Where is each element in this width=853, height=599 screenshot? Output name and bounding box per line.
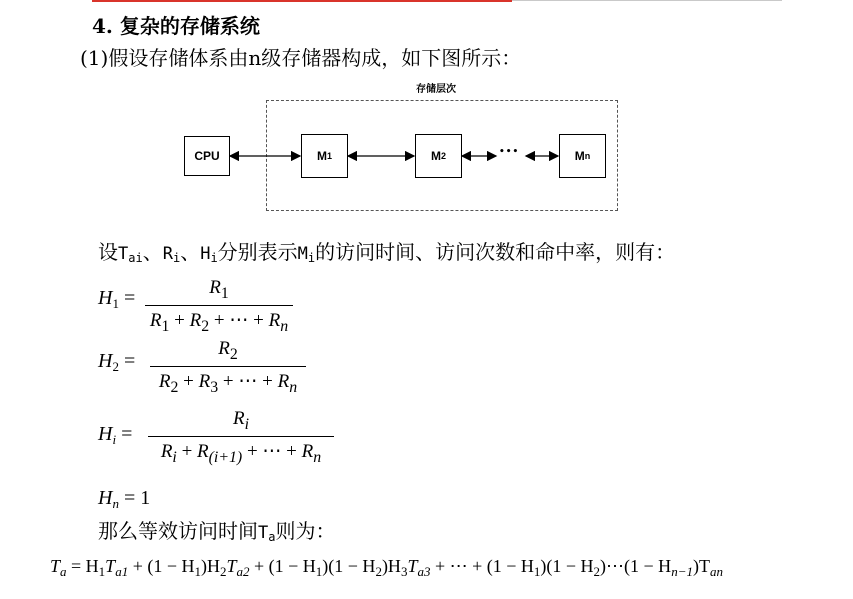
node-m2 — [415, 134, 462, 178]
formula-ta: $T_a = H_1T_{a1} + (1 - H_1)H_2T_{a2} + (1 - H_1)(1 - H_2)H_3T_{a3}$ + ⋯ + $(1 - H_1)(1$ − $H_2)\cdots(1 - H_{n-1})T_{an}$ — [50, 556, 723, 579]
intro-text: (1)假设存储体系由n级存储器构成，如下图所示： — [80, 46, 522, 70]
para2-text-2: 则为： — [275, 519, 336, 543]
para2-text-1: 那么等效访问时间 — [98, 519, 258, 543]
node-cpu — [184, 136, 230, 176]
para2-t-sub: a — [268, 530, 276, 544]
formula-hi-fraction: $\frac{R_i}{R_i + R_{(i+1)} + \cdots + R_n}$ — [148, 408, 334, 467]
node-mn-label: M — [574, 149, 585, 163]
para-m: M — [297, 244, 308, 264]
diagram-title: 存储层次 — [416, 84, 456, 95]
para-text-2: 、 — [142, 240, 163, 264]
node-mn — [559, 134, 606, 178]
formula-h1-lhs: $H_1$ = — [98, 287, 136, 311]
node-mn-sub: n — [584, 151, 591, 161]
para-h: H — [200, 244, 211, 264]
node-m1 — [301, 134, 348, 178]
diagram-ellipsis: ••• — [499, 147, 520, 157]
node-cpu-label: CPU — [194, 149, 220, 163]
formula-hi-lhs: $H_i$ = — [98, 423, 133, 447]
formula-hn: $H_n = 1$ — [98, 487, 151, 511]
node-m2-label: M — [430, 149, 441, 163]
para-text-1: 设 — [98, 240, 118, 264]
node-m1-label: M — [316, 149, 327, 163]
para-h-sub: i — [210, 251, 218, 265]
node-m1-sub: 1 — [326, 151, 332, 161]
para-r-sub: i — [172, 251, 181, 265]
formula-h2-lhs: $H_2$ = — [98, 350, 136, 374]
node-m2-sub: 2 — [440, 151, 446, 161]
para2-t: T — [258, 523, 269, 543]
section-heading: 4. 复杂的存储系统 — [92, 14, 260, 38]
para-text-5: 的访问时间、访问次数和命中率，则有： — [315, 240, 676, 264]
para-r: R — [162, 244, 173, 264]
formula-h2-fraction: $\frac{R_2}{R_2 + R_3 + \cdots + R_n}$ — [150, 338, 306, 397]
para-text-4: 分别表示 — [217, 240, 298, 264]
equivalent-time-paragraph — [98, 515, 335, 544]
para-m-sub: i — [307, 251, 316, 265]
para-t: T — [118, 244, 129, 264]
formula-h1-fraction: $\frac{R_1}{R_1 + R_2 + \cdots + R_n}$ — [145, 277, 293, 336]
definition-paragraph — [98, 236, 675, 265]
para-t-sub: ai — [128, 251, 143, 265]
para-text-3: 、 — [180, 240, 201, 264]
